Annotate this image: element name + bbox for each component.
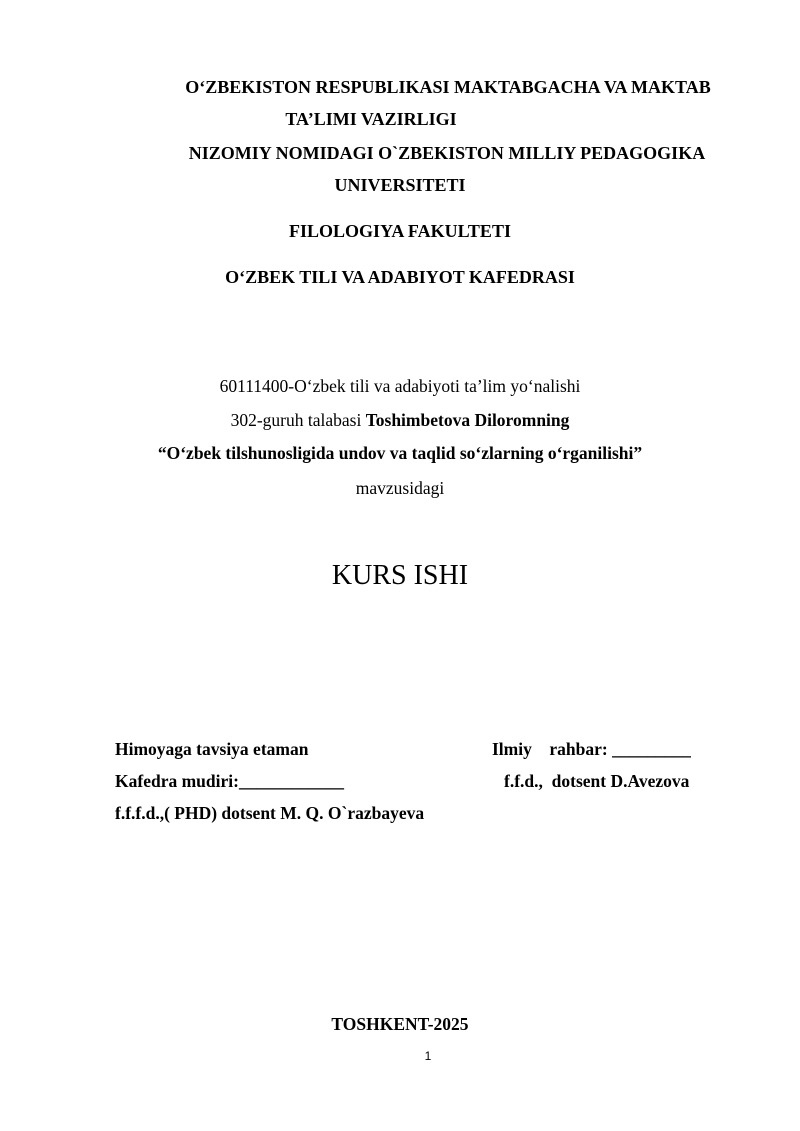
student-name: Toshimbetova Diloromning	[365, 410, 570, 430]
defense-recommendation: Himoyaga tavsiya etaman	[115, 739, 309, 759]
supervisor-credentials: f.f.d., dotsent D.Avezova	[504, 771, 690, 791]
university-line-2: UNIVERSITETI	[334, 175, 466, 195]
faculty-title: FILOLOGIYA FAKULTETI	[289, 221, 511, 241]
specialty-line: 60111400-O‘zbek tili va adabiyoti ta’lim yo‘nalishi	[219, 376, 581, 396]
page-number: 1	[424, 1049, 432, 1063]
supervisor-label: Ilmiy rahbar: _________	[492, 739, 691, 759]
student-prefix: 302-guruh talabasi	[230, 410, 366, 430]
student-line	[0, 410, 800, 431]
university-line-1: NIZOMIY NOMIDAGI O`ZBEKISTON MILLIY PEDAGOGIKA	[188, 143, 706, 163]
ministry-line-2: TA’LIMI VAZIRLIGI	[285, 109, 457, 129]
head-of-department: Kafedra mudiri:____________	[115, 771, 344, 791]
department-title: O‘ZBEK TILI VA ADABIYOT KAFEDRASI	[225, 267, 575, 287]
head-credentials: f.f.f.d.,( PHD) dotsent M. Q. O`razbayeva	[115, 803, 425, 823]
topic-title: “O‘zbek tilshunosligida undov va taqlid so‘zlarning o‘rganilishi”	[157, 443, 643, 463]
document-type-title: KURS ISHI	[331, 560, 469, 591]
city-year: TOSHKENT-2025	[331, 1014, 469, 1034]
topic-suffix: mavzusidagi	[355, 478, 445, 498]
ministry-line-1: O‘ZBEKISTON RESPUBLIKASI MAKTABGACHA VA MAKTAB	[185, 77, 711, 97]
